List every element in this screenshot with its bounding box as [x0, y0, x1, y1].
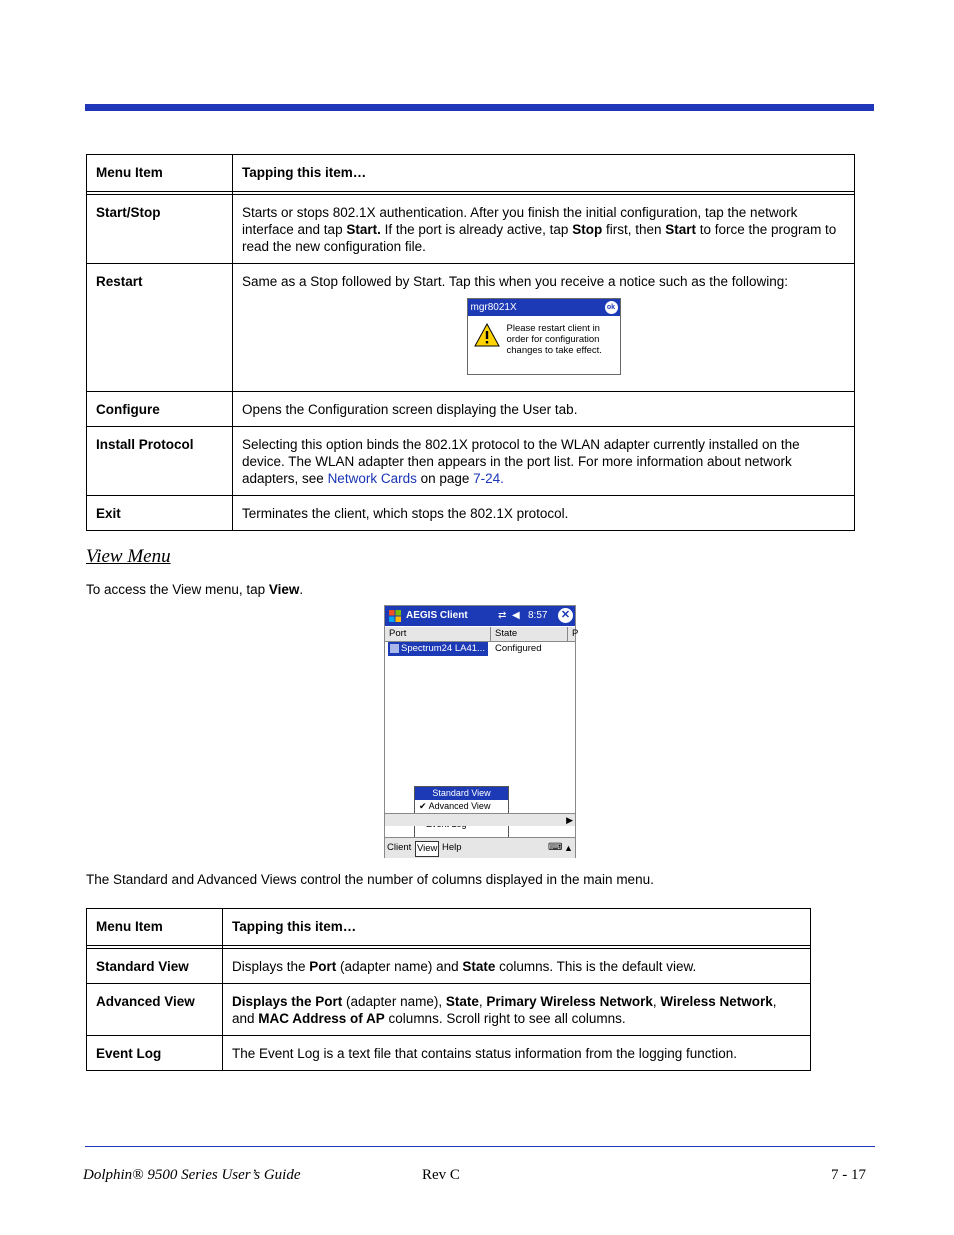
footer-page-number: 7 - 17 [831, 1167, 866, 1183]
device-title-bar [385, 606, 575, 626]
view-menu-table [86, 908, 811, 1071]
windows-start-icon[interactable] [388, 609, 402, 623]
menu-client[interactable]: Client [387, 842, 412, 853]
table-row [87, 496, 855, 531]
row-label-exit: Exit [87, 496, 233, 531]
close-icon[interactable]: ✕ [558, 608, 573, 623]
row-label-standard-view: Standard View [87, 949, 223, 984]
device-app-title: AEGIS Client [406, 610, 468, 621]
bold-run: Wireless Network [660, 994, 773, 1009]
ok-button[interactable]: ok [605, 301, 618, 314]
row-label-start-stop: Start/Stop [87, 195, 233, 264]
bold-run: Displays the Port [232, 994, 343, 1009]
dialog-title: mgr8021X [470, 302, 517, 313]
row-label-restart: Restart [87, 264, 233, 392]
device-column-headers [385, 627, 579, 642]
keyboard-icon[interactable]: ⌨ [548, 842, 563, 853]
row-text-standard-view [223, 949, 811, 984]
restart-notice-dialog [467, 298, 621, 375]
menu-item-advanced-view[interactable] [415, 800, 508, 813]
row-label-event-log: Event Log [87, 1036, 223, 1071]
header-rule [85, 104, 874, 111]
table-row [87, 427, 855, 496]
column-header-partial[interactable]: P [572, 628, 579, 639]
column-header-state[interactable]: State [491, 627, 568, 641]
bold-run: Start [665, 222, 696, 237]
table-row [87, 984, 811, 1036]
state-cell: Configured [495, 643, 542, 654]
check-icon: ✔ [419, 801, 427, 811]
bold-run: View [268, 582, 300, 597]
dialog-message-line: Please restart client in [506, 323, 600, 334]
bold-run: Start. [346, 222, 381, 237]
row-label-advanced-view: Advanced View [87, 984, 223, 1036]
intro-paragraph [86, 582, 303, 597]
menu-item-standard-view[interactable]: Standard View [415, 787, 508, 800]
device-screenshot [384, 605, 579, 858]
row-text-configure: Opens the Configuration screen displaying the User tab. [233, 392, 855, 427]
row-text-event-log: The Event Log is a text file that contains status information from the logging function. [223, 1036, 811, 1071]
bold-run: State [462, 959, 496, 974]
table-header-menu-item: Menu Item [87, 155, 233, 192]
connection-icon[interactable]: ⇄ [498, 610, 507, 621]
view-menu-popup [414, 786, 509, 838]
text-run: If the port is already active, tap [380, 222, 573, 237]
network-cards-link[interactable]: Network Cards [327, 471, 417, 486]
port-name: Spectrum24 LA41... [401, 643, 485, 654]
volume-icon[interactable]: ◀ [512, 610, 520, 621]
bold-run: Stop [572, 222, 603, 237]
warning-icon [474, 323, 500, 347]
restart-text: Same as a Stop followed by Start. Tap this when you receive a notice such as the following: [242, 274, 789, 289]
table-row [87, 264, 855, 392]
horizontal-scrollbar[interactable] [385, 813, 575, 826]
scroll-right-icon[interactable]: ▶ [566, 815, 573, 825]
dialog-message-line: order for configuration [506, 334, 600, 345]
row-text-exit: Terminates the client, which stops the 802.1X protocol. [233, 496, 855, 531]
bold-run: Primary Wireless Network [486, 994, 653, 1009]
table-row [87, 392, 855, 427]
text-run: (adapter name), [342, 994, 446, 1009]
table-row [87, 195, 855, 264]
text-run: , [478, 994, 487, 1009]
menu-help[interactable]: Help [442, 842, 462, 853]
bold-run: State [445, 994, 479, 1009]
text-run: Starts or stops 802.1X authentication. After you finish the initial configuration, tap the network interface and tap [242, 205, 798, 237]
row-label-install-protocol: Install Protocol [87, 427, 233, 496]
text-run: , [652, 994, 661, 1009]
port-cell[interactable] [388, 642, 488, 656]
bold-run: MAC Address of AP [258, 1011, 385, 1026]
dialog-message [507, 323, 602, 356]
text-run: Selecting this option binds the 802.1X protocol to the WLAN adapter currently installed on the device. The WLAN adapter then appears in the port list. For more information about network adapters, see [242, 437, 800, 486]
row-label-configure: Configure [87, 392, 233, 427]
text-run: To access the View menu, tap [86, 582, 269, 597]
dialog-title-bar [468, 299, 620, 316]
footer-rule [85, 1146, 875, 1147]
views-description: The Standard and Advanced Views control the number of columns displayed in the main menu. [86, 872, 654, 887]
table-header-menu-item: Menu Item [87, 909, 223, 946]
text-run: . [299, 582, 304, 597]
text-run: Displays the [232, 959, 310, 974]
list-item[interactable] [385, 642, 575, 656]
column-header-port[interactable]: Port [385, 627, 491, 641]
row-text-install-protocol [233, 427, 855, 496]
row-text-start-stop [233, 195, 855, 264]
page-link[interactable]: 7-24. [473, 471, 504, 486]
footer-revision: Rev C [422, 1167, 460, 1183]
table-header-tapping: Tapping this item… [233, 155, 855, 192]
footer-guide-title: Dolphin® 9500 Series User’s Guide [83, 1167, 301, 1183]
text-run: (adapter name) and [336, 959, 463, 974]
adapter-icon [390, 644, 399, 653]
input-panel-arrow-icon[interactable]: ▲ [564, 843, 573, 853]
table-header-tapping: Tapping this item… [223, 909, 811, 946]
text-run: columns. This is the default view. [495, 959, 697, 974]
text-run: first, then [602, 222, 666, 237]
client-menu-table [86, 154, 855, 531]
menu-item-label: Advanced View [428, 801, 491, 811]
bold-run: Port [309, 959, 337, 974]
section-title: View Menu [86, 546, 171, 567]
table-row [87, 949, 811, 984]
device-menu-bar [385, 837, 575, 858]
dialog-message-line: changes to take effect. [506, 345, 602, 356]
text-run: columns. Scroll right to see all columns. [384, 1011, 626, 1026]
text-run: to force the program to read the new configuration file. [242, 222, 837, 254]
device-clock[interactable]: 8:57 [528, 610, 548, 621]
menu-view[interactable]: View [415, 841, 439, 857]
text-run: , and [232, 994, 777, 1026]
row-text-advanced-view [223, 984, 811, 1036]
row-text-restart [233, 264, 855, 392]
text-run: on page [416, 471, 474, 486]
table-row [87, 1036, 811, 1071]
